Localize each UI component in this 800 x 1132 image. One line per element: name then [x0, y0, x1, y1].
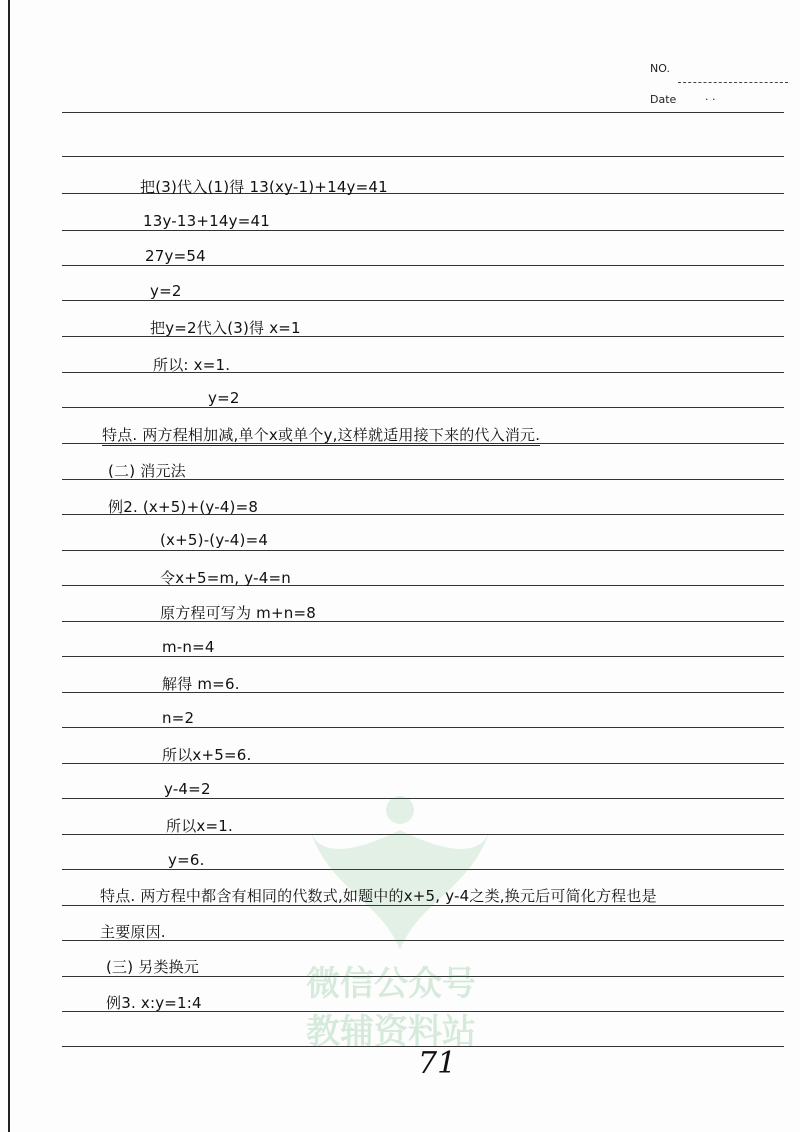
- note-line-5: 把y=2代入(3)得 x=1: [150, 319, 301, 337]
- ruled-line: [62, 656, 784, 657]
- note-line-3: 27y=54: [145, 247, 206, 265]
- note-line-14: m-n=4: [162, 638, 215, 656]
- notebook-binding: [8, 0, 10, 1132]
- note-line-13: 原方程可写为 m+n=8: [160, 604, 316, 622]
- note-line-23: (三) 另类换元: [106, 958, 200, 976]
- ruled-line: [62, 230, 784, 231]
- note-line-19: 所以x=1.: [166, 817, 233, 835]
- watermark-text-2: 教辅资料站: [306, 1012, 476, 1052]
- note-line-24: 例3. x:y=1:4: [106, 994, 202, 1012]
- note-line-11: (x+5)-(y-4)=4: [160, 531, 269, 549]
- note-line-6: 所以: x=1.: [153, 356, 231, 374]
- note-line-18: y-4=2: [164, 780, 211, 798]
- note-line-7: y=2: [208, 389, 240, 407]
- note-line-20: y=6.: [168, 851, 205, 869]
- note-line-2: 13y-13+14y=41: [143, 212, 270, 230]
- ruled-line: [62, 300, 784, 301]
- ruled-line: [62, 550, 784, 551]
- note-line-22: 主要原因.: [100, 923, 166, 941]
- date-marks: · ·: [705, 93, 716, 106]
- note-line-1: 把(3)代入(1)得 13(xy-1)+14y=41: [140, 178, 388, 196]
- note-line-17: 所以x+5=6.: [162, 746, 252, 764]
- note-line-10: 例2. (x+5)+(y-4)=8: [108, 498, 259, 516]
- page-number: 71: [418, 1046, 457, 1081]
- ruled-line: [62, 407, 784, 408]
- ruled-line: [62, 727, 784, 728]
- note-line-21: 特点. 两方程中都含有相同的代数式,如题中的x+5, y-4之类,换元后可简化方程也是: [100, 887, 657, 905]
- date-label: Date: [650, 93, 677, 106]
- ruled-line: [62, 156, 784, 157]
- ruled-line: [62, 265, 784, 266]
- no-field-dotted-line: [678, 82, 788, 83]
- note-line-9: (二) 消元法: [108, 462, 186, 480]
- note-line-16: n=2: [162, 709, 195, 727]
- no-label: NO.: [650, 62, 670, 75]
- note-line-4: y=2: [150, 282, 182, 300]
- note-line-12: 令x+5=m, y-4=n: [160, 569, 291, 587]
- watermark-text-1: 微信公众号: [306, 964, 476, 1004]
- note-line-15: 解得 m=6.: [162, 675, 240, 693]
- ruled-line: [62, 112, 784, 113]
- note-line-8: 特点. 两方程相加减,单个x或单个y,这样就适用接下来的代入消元.: [102, 426, 541, 444]
